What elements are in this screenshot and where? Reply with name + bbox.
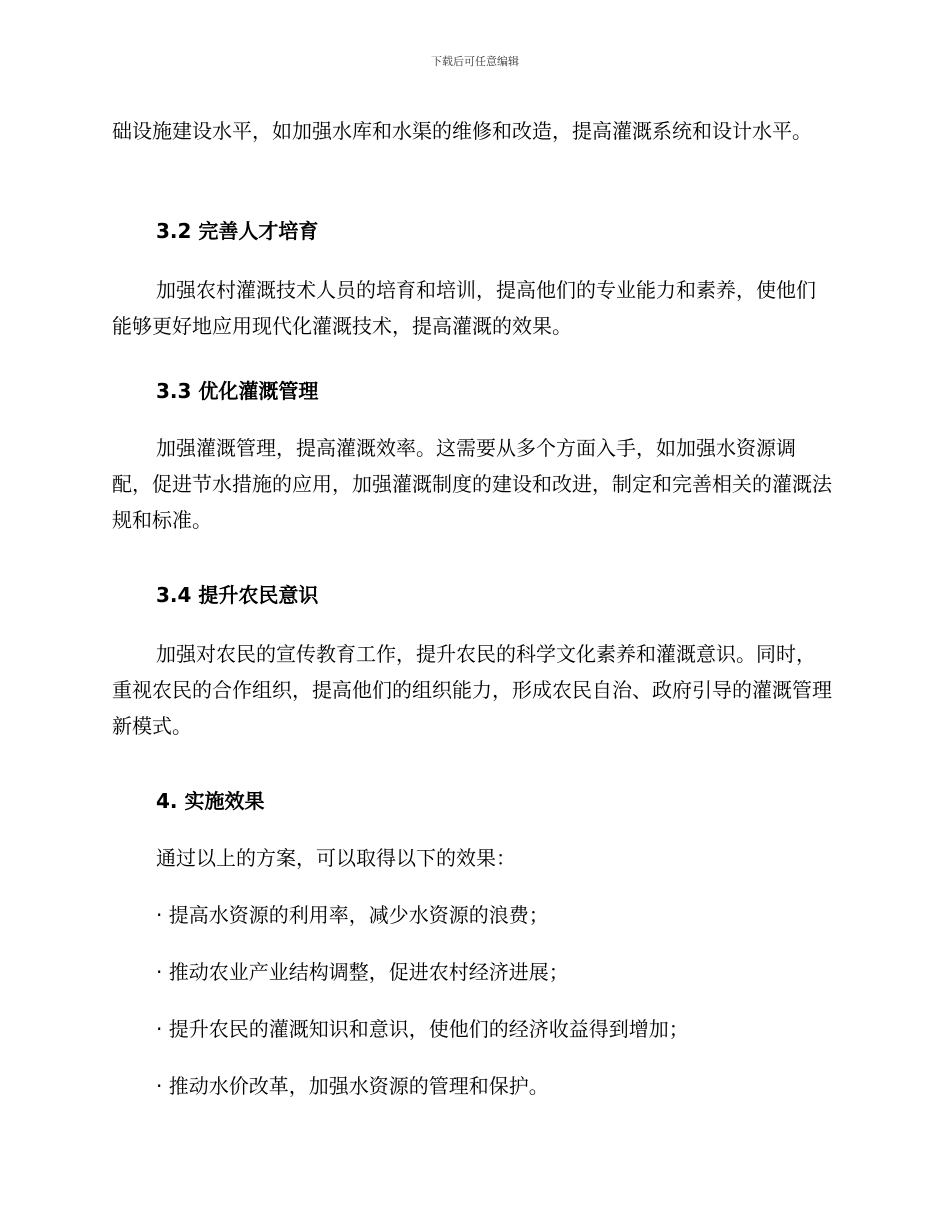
list-item: · 推动水价改革，加强水资源的管理和保护。: [156, 1074, 549, 1098]
page-header: 下载后可任意编辑: [431, 55, 519, 68]
section-3-2-heading: 3.2 完善人才培育: [156, 219, 319, 243]
list-item: · 提高水资源的利用率，减少水资源的浪费；: [156, 903, 549, 927]
section-3-3-heading: 3.3 优化灌溉管理: [156, 379, 319, 403]
section-3-2-body: 加强农村灌溉技术人员的培育和培训，提高他们的专业能力和素养，使他们能够更好地应用现代化灌溉技术，提高灌溉的效果。: [112, 278, 816, 338]
section-4-intro: 通过以上的方案，可以取得以下的效果：: [156, 846, 516, 870]
section-4-heading: 4. 实施效果: [156, 789, 265, 813]
section-3-4-heading: 3.4 提升农民意识: [156, 583, 319, 607]
intro-paragraph: 础设施建设水平，如加强水库和水渠的维修和改造，提高灌溉系统和设计水平。: [112, 119, 812, 143]
list-item: · 推动农业产业结构调整，促进农村经济进展；: [156, 960, 569, 984]
section-3-3-body: 加强灌溉管理，提高灌溉效率。这需要从多个方面入手，如加强水资源调配，促进节水措施的应用，加强灌溉制度的建设和改进，制定和完善相关的灌溉法规和标准。: [112, 436, 832, 532]
list-item: · 提升农民的灌溉知识和意识，使他们的经济收益得到增加；: [156, 1017, 689, 1041]
section-3-4-body: 加强对农民的宣传教育工作，提升农民的科学文化素养和灌溉意识。同时，重视农民的合作组织，提高他们的组织能力，形成农民自治、政府引导的灌溉管理新模式。: [112, 642, 832, 738]
